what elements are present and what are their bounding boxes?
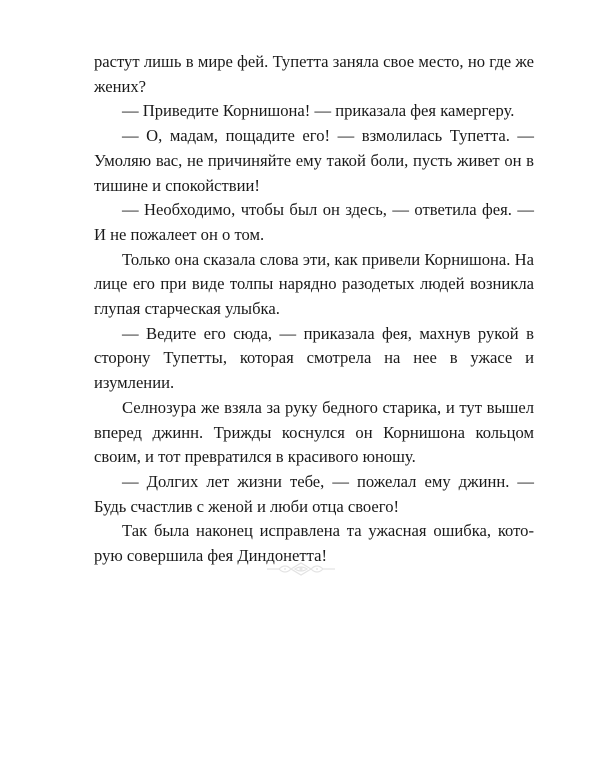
- paragraph-3: — О, мадам, пощадите его! — взмолилась Тупетта. — Умоляю вас, не причиняйте ему такой боли, пусть живет он в тишине и спокойствии!: [94, 126, 534, 195]
- paragraph-7: Селнозура же взяла за руку бедного старика, и тут вышел вперед джинн. Трижды коснулся он Корнишона кольцом своим, и тот превратился в красивого юношу.: [94, 397, 534, 467]
- paragraph-2: — Приведите Корнишона! — приказала фея камергеру.: [122, 101, 515, 121]
- paragraph-1: растут лишь в мире фей. Тупетта заняла свое место, но где же жених?: [94, 52, 534, 96]
- decorative-flourish-icon: [265, 561, 337, 577]
- paragraph-8: — Долгих лет жизни тебе, — пожелал ему джинн. — Будь счастлив с женой и люби отца своего!: [94, 471, 534, 516]
- paragraph-9: Так была наконец исправлена та ужасная ошибка, которую совершила фея Диндонетта!: [94, 521, 534, 566]
- paragraph-4: — Необходимо, чтобы был он здесь, — ответила фея. — И не пожалеет он о том.: [94, 200, 534, 244]
- paragraph-5: Только она сказала слова эти, как привели Корнишона. На лице его при виде толпы нарядно разодетых людей возникла глупая старческая улыбка.: [94, 249, 534, 319]
- paragraph-6: — Ведите его сюда, — приказала фея, махнув рукой в сторону Тупетты, которая смотрела на нее в ужасе и изумлении.: [94, 323, 534, 393]
- book-page-text: [94, 50, 534, 569]
